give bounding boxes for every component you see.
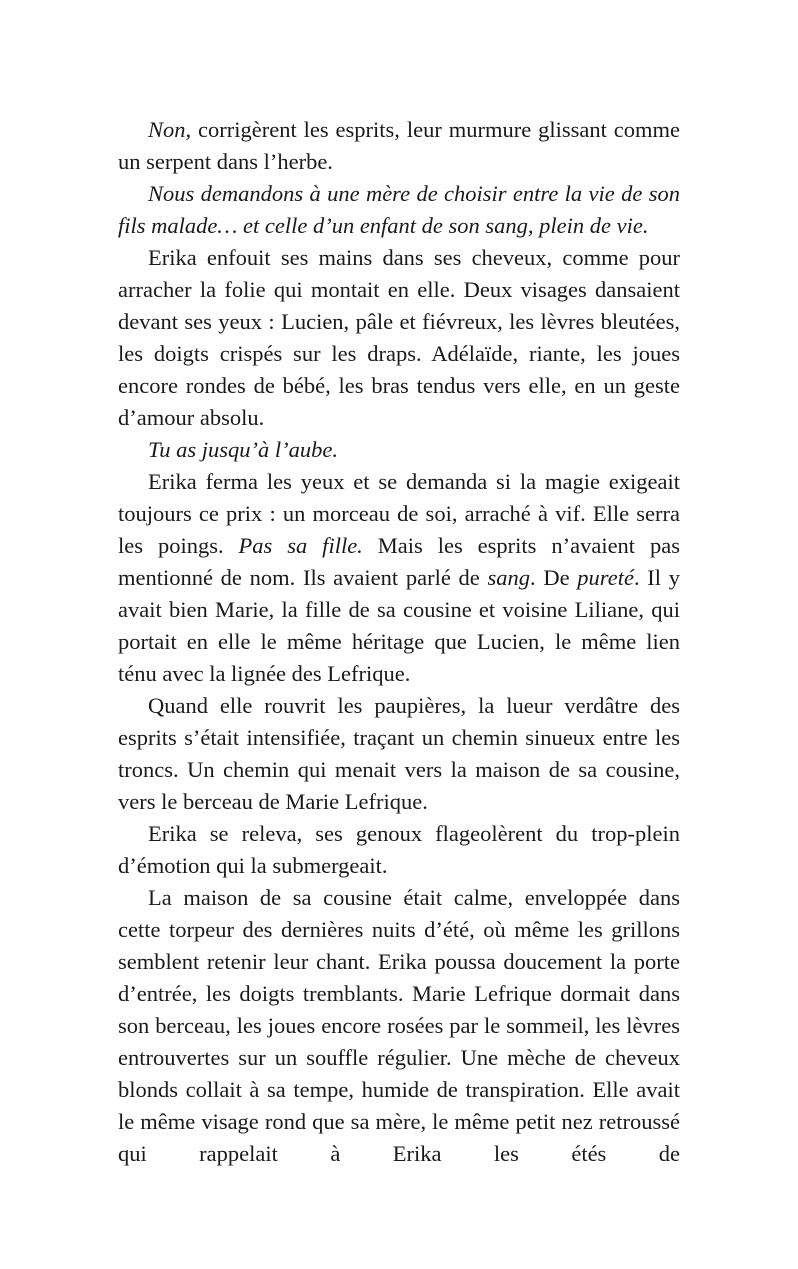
body-text: La maison de sa cousine était calme, enveloppée dans cette torpeur des dernières nuits d’été, où même les grillons semblent retenir leur chant. Erika poussa doucement la porte d’entrée, les doigts tremblants. Marie Lefrique dormait dans son berceau, les joues encore rosées par le sommeil, les lèvres entrouvertes sur un souffle régulier. Une mèche de cheveux blonds collait à sa tempe, humide de transpiration. Elle avait le même visage rond que sa mère, le même petit nez retroussé qui rappelait à Erika les étés de xyxy=(118,885,680,1166)
body-text: Mais les esprits n’avaient pas mentionné de nom. Ils avaient parlé de xyxy=(118,533,680,590)
book-page xyxy=(118,114,680,1170)
italic-text: Non, xyxy=(148,117,192,142)
paragraph xyxy=(118,178,680,242)
paragraph xyxy=(118,690,680,818)
body-text: Erika enfouit ses mains dans ses cheveux, comme pour arracher la folie qui montait en elle. Deux visages dansaient devant ses yeux : Lucien, pâle et fiévreux, les lèvres bleutées, les doigts crispés sur les draps. Adélaïde, riante, les joues encore rondes de bébé, les bras tendus vers elle, en un geste d’amour absolu. xyxy=(118,245,680,430)
paragraph xyxy=(118,882,680,1170)
italic-text: Tu as jusqu’à l’aube. xyxy=(148,437,339,462)
body-text: corrigèrent les esprits, leur murmure glissant comme un serpent dans l’herbe. xyxy=(118,117,680,174)
body-text: Quand elle rouvrit les paupières, la lueur verdâtre des esprits s’était intensifiée, traçant un chemin sinueux entre les troncs. Un chemin qui menait vers la maison de sa cousine, vers le berceau de Marie Lefrique. xyxy=(118,693,680,814)
body-text: Erika ferma les yeux et se demanda si la magie exigeait toujours ce prix : un morceau de soi, arraché à vif. Elle serra les poings. xyxy=(118,469,680,558)
paragraph xyxy=(118,242,680,434)
paragraph xyxy=(118,114,680,178)
paragraph xyxy=(118,818,680,882)
paragraph xyxy=(118,466,680,690)
italic-text: Nous demandons à une mère de choisir entre la vie de son fils malade… et celle d’un enfant de son sang, plein de vie. xyxy=(118,181,680,238)
paragraph xyxy=(118,434,680,466)
italic-text: pureté xyxy=(577,565,634,590)
italic-text: sang xyxy=(487,565,530,590)
italic-text: Pas sa fille. xyxy=(238,533,363,558)
body-text: . Il y avait bien Marie, la fille de sa cousine et voisine Liliane, qui portait en elle le même héritage que Lucien, le même lien ténu avec la lignée des Lefrique. xyxy=(118,565,680,686)
body-text: . De xyxy=(530,565,578,590)
body-text: Erika se releva, ses genoux flageolèrent du trop-plein d’émotion qui la submergeait. xyxy=(118,821,680,878)
